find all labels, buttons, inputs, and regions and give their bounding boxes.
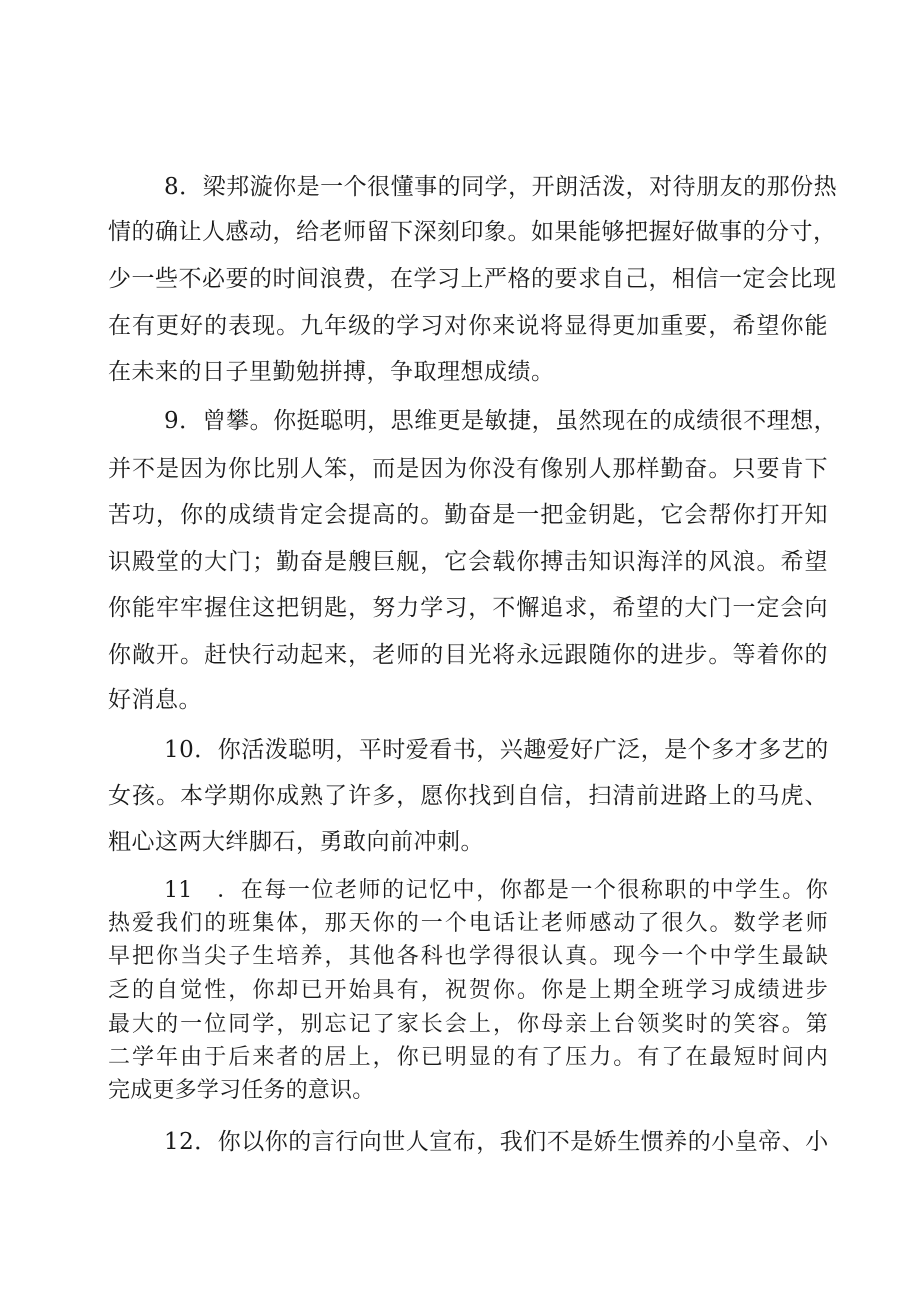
- paragraph-line: 在有更好的表现。九年级的学习对你来说将显得更加重要，希望你能: [108, 313, 828, 339]
- paragraph-line: 在未来的日子里勤勉拼搏，争取理想成绩。: [108, 359, 555, 385]
- paragraph-line: 12．你以你的言行向世人宣布，我们不是娇生惯养的小皇帝、小: [164, 1129, 829, 1155]
- paragraph-line: 二学年由于后来者的居上，你已明显的有了压力。有了在最短时间内: [108, 1045, 828, 1070]
- paragraph-line: 好消息。: [108, 687, 202, 713]
- paragraph-line: 你能牢牢握住这把钥匙，努力学习，不懈追求，希望的大门一定会向: [108, 595, 828, 621]
- paragraph-line: 情的确让人感动，给老师留下深刻印象。如果能够把握好做事的分寸，: [108, 219, 837, 245]
- paragraph-line: 8．梁邦漩你是一个很懂事的同学，开朗活泼，对待朋友的那份热: [164, 174, 838, 200]
- paragraph-line: 完成更多学习任务的意识。: [108, 1078, 375, 1103]
- paragraph-line: 热爱我们的班集体，那天你的一个电话让老师感动了很久。数学老师: [108, 911, 828, 936]
- paragraph-line: 苦功，你的成绩肯定会提高的。勤奋是一把金钥匙，它会帮你打开知: [108, 502, 828, 528]
- paragraph-line: 你敞开。赶快行动起来，老师的目光将永远跟随你的进步。等着你的: [108, 642, 828, 668]
- paragraph-line: 11 ．在每一位老师的记忆中，你都是一个很称职的中学生。你: [164, 878, 828, 903]
- paragraph-line: 最大的一位同学，别忘记了家长会上，你母亲上台领奖时的笑容。第: [108, 1012, 828, 1037]
- paragraph-line: 女孩。本学期你成熟了许多，愿你找到自信，扫清前进路上的马虎、: [108, 783, 828, 809]
- paragraph-line: 早把你当尖子生培养，其他各科也学得很认真。现今一个中学生最缺: [108, 944, 828, 969]
- paragraph-line: 识殿堂的大门；勤奋是艘巨舰，它会载你搏击知识海洋的风浪。希望: [108, 549, 828, 575]
- paragraph-line: 并不是因为你比别人笨，而是因为你没有像别人那样勤奋。只要肯下: [108, 456, 828, 482]
- paragraph-line: 乏的自觉性，你却已开始具有，祝贺你。你是上期全班学习成绩进步: [108, 978, 828, 1003]
- paragraph-line: 少一些不必要的时间浪费，在学习上严格的要求自己，相信一定会比现: [108, 266, 837, 292]
- paragraph-line: 粗心这两大绊脚石，勇敢向前冲刺。: [108, 829, 484, 855]
- paragraph-line: 9．曾攀。你挺聪明，思维更是敏捷，虽然现在的成绩很不理想，: [164, 408, 838, 434]
- paragraph-line: 10．你活泼聪明，平时爱看书，兴趣爱好广泛，是个多才多艺的: [164, 737, 829, 763]
